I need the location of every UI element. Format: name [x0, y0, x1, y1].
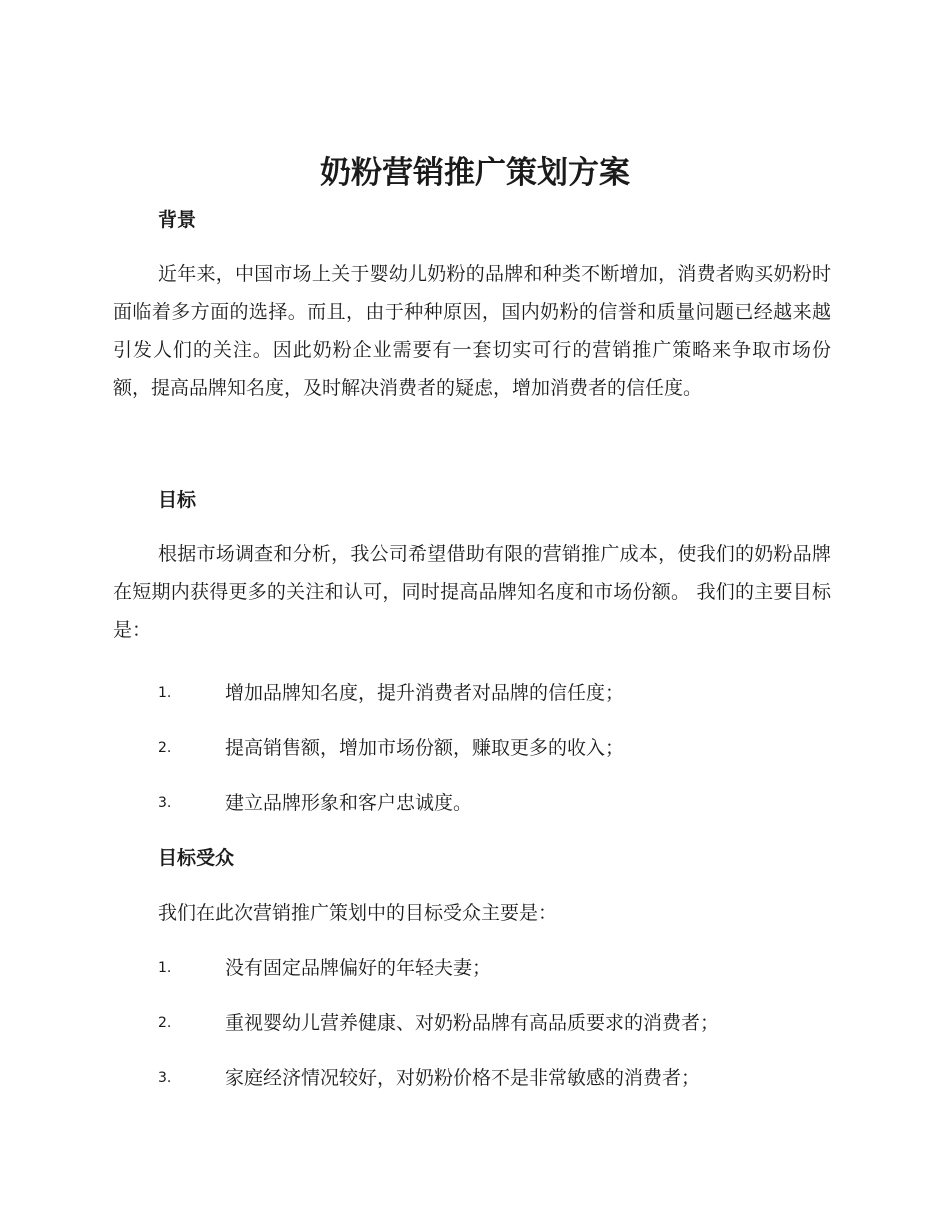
- background-paragraph: 近年来，中国市场上关于婴幼儿奶粉的品牌和种类不断增加，消费者购买奶粉时面临着多方面的选择。而且，由于种种原因，国内奶粉的信誉和质量问题已经越来越引发人们的关注。因此奶粉企业需要有一套切实可行的营销推广策略来争取市场份额，提高品牌知名度，及时解决消费者的疑虑，增加消费者的信任度。: [113, 263, 831, 399]
- goal-list-item: [158, 733, 838, 763]
- list-item-text: 建立品牌形象和客户忠诚度。: [225, 792, 473, 814]
- list-item-text: 没有固定品牌偏好的年轻夫妻；: [225, 957, 492, 979]
- list-number: 1.: [158, 960, 172, 976]
- list-item-text: 重视婴幼儿营养健康、对奶粉品牌有高品质要求的消费者；: [225, 1012, 720, 1034]
- section-heading-background: 背景: [158, 209, 197, 231]
- section-heading-target-audience: 目标受众: [158, 847, 235, 869]
- document-title: 奶粉营销推广策划方案: [320, 155, 630, 191]
- list-item-text: 提高销售额，增加市场份额，赚取更多的收入；: [225, 737, 625, 759]
- section-heading-goals: 目标: [158, 489, 197, 511]
- list-number: 1.: [158, 685, 172, 701]
- audience-list-item: [158, 953, 838, 983]
- goal-list-item: [158, 678, 838, 708]
- audience-intro: 我们在此次营销推广策划中的目标受众主要是：: [158, 902, 558, 924]
- list-number: 2.: [158, 740, 172, 756]
- list-number: 2.: [158, 1015, 172, 1031]
- list-number: 3.: [158, 1070, 172, 1086]
- list-item-text: 家庭经济情况较好，对奶粉价格不是非常敏感的消费者；: [225, 1067, 701, 1089]
- audience-list-item: [158, 1063, 838, 1093]
- list-number: 3.: [158, 795, 172, 811]
- audience-list-item: [158, 1008, 838, 1038]
- goals-paragraph: 根据市场调查和分析，我公司希望借助有限的营销推广成本，使我们的奶粉品牌在短期内获得更多的关注和认可，同时提高品牌知名度和市场份额。 我们的主要目标是：: [113, 543, 831, 641]
- list-item-text: 增加品牌知名度，提升消费者对品牌的信任度；: [225, 682, 625, 704]
- goal-list-item: [158, 788, 838, 818]
